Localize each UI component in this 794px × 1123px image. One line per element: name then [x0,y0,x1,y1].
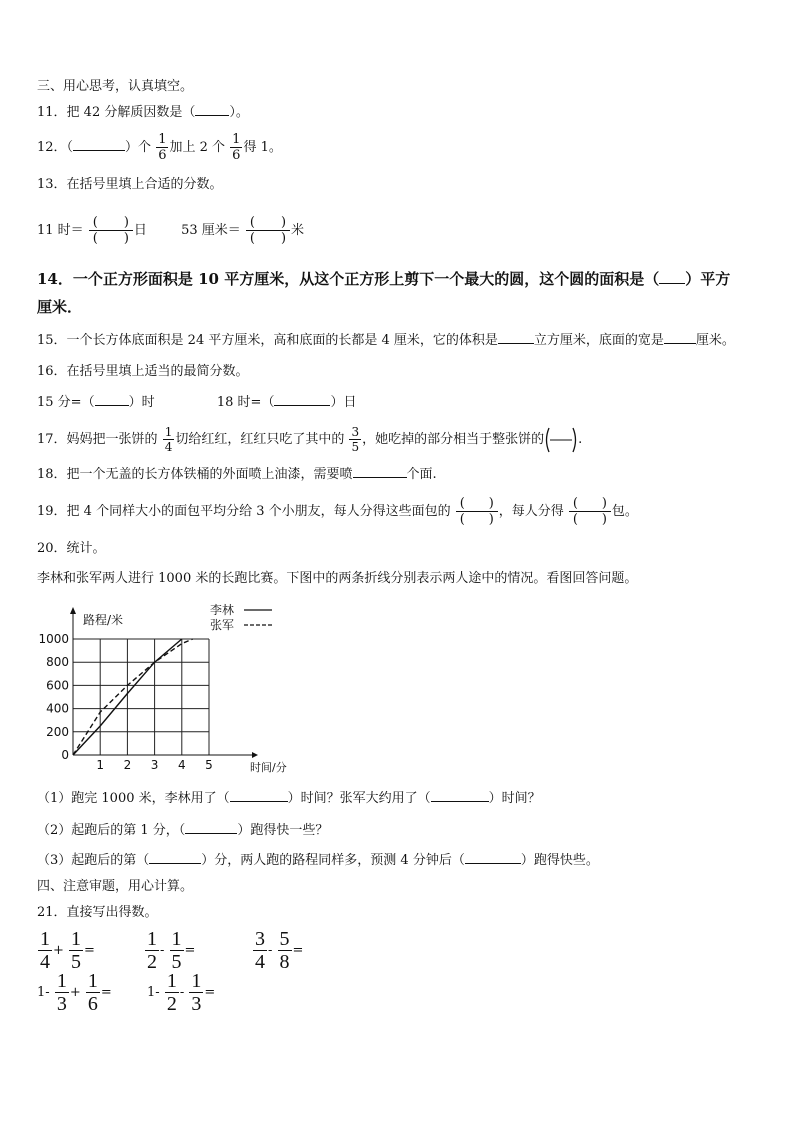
answer-blank[interactable] [274,405,330,406]
question-18: 18．把一个无盖的长方体铁桶的外面喷上油漆，需要喷 个面. [37,467,437,482]
expression-3: $\frac{3}{4}$ - $\frac{5}{8}$ = [255,928,304,973]
answer-blank[interactable] [230,801,288,802]
x-tick-label: 5 [205,758,213,772]
question-20-sub-1: （1）跑完 1000 米，李林用了（ ）时间？张军大约用了（ ）时间？ [37,791,541,806]
answer-blank[interactable] [431,801,489,802]
answer-blank[interactable] [185,833,237,834]
expression-4: 1- $\frac{1}{3}$ + $\frac{1}{6}$ = [37,970,112,1015]
x-tick-label: 2 [123,758,132,772]
x-tick-label: 3 [150,758,159,772]
answer-blank[interactable] [149,863,201,864]
answer-blank[interactable] [195,115,229,116]
legend-label: 张军 [210,618,235,632]
question-16-answers: 15 分=（ ）时 18 时=（ ）日 [37,395,357,410]
line-chart-svg [32,600,292,780]
question-16: 16．在括号里填上适当的最简分数。 [37,364,249,379]
expression-5: 1- $\frac{1}{2}$ - $\frac{1}{3}$ = [147,970,216,1015]
section-4-title: 四、注意审题，用心计算。 [37,879,194,894]
y-axis-arrow-icon [70,607,76,614]
answer-blank[interactable] [73,150,125,151]
question-13-answers: 11 时＝ $\frac{( )}{( )}$ 日 53 厘米＝ $\frac{( )}{( )}$ 米 [37,215,304,246]
question-20-sub-3: （3）起跑后的第（ ）分，两人跑的路程同样多，预测 4 分钟后（ ）跑得快些。 [37,853,599,868]
y-axis-label: 路程/米 [83,613,124,627]
question-19: 19．把 4 个同样大小的面包平均分给 3 个小朋友，每人分得这些面包的 $\frac{( )}{( )}$ ，每人分得 $\frac{( )}{( )}$ 包。 [37,496,638,527]
x-axis-arrow-icon [252,752,258,758]
fraction: $\frac{1}{6}$ [232,132,241,163]
answer-blank[interactable] [498,343,534,344]
question-13: 13．在括号里填上合适的分数。 [37,177,223,192]
y-tick-label: 800 [46,655,69,670]
expression-2: $\frac{1}{2}$ - $\frac{1}{5}$ = [147,928,196,973]
question-21-title: 21．直接写出得数。 [37,905,158,920]
fraction-answer-box[interactable]: $\frac{( )}{( )}$ [456,497,498,526]
fraction-answer-box[interactable]: $\frac{( )}{( )}$ [89,216,133,245]
question-20-sub-2: （2）起跑后的第 1 分，（ ）跑得快一些？ [37,823,329,838]
x-tick-label: 4 [177,758,186,772]
answer-blank[interactable] [664,343,696,344]
y-tick-label: 600 [46,678,69,693]
question-14-line-1: 14．一个正方形面积是 10 平方厘米，从这个正方形上剪下一个最大的圆，这个圆的面积是（ ）平方 [37,270,731,288]
question-20-title: 20．统计。 [37,541,106,556]
series-line-2 [73,639,193,755]
question-20-description: 李林和张军两人进行 1000 米的长跑比赛。下图中的两条折线分别表示两人途中的情况。看图回答问题。 [37,571,638,586]
answer-blank[interactable] [659,283,685,284]
fraction: $\frac{1}{6}$ [158,132,167,163]
answer-blank[interactable] [465,863,521,864]
line-chart [32,600,292,784]
answer-blank[interactable] [353,477,407,478]
question-17: 17．妈妈把一张饼的 $\frac{1}{4}$ 切给红红，红红只吃了其中的 $\frac{3}{5}$ ，她吃掉的部分相当于整张饼的 . [37,425,583,454]
fraction: $\frac{3}{5}$ [351,425,360,454]
fraction-answer-box[interactable]: $\frac{( )}{( )}$ [569,497,611,526]
question-14-line-2: 厘米． [37,298,83,316]
expression-1: $\frac{1}{4}$ + $\frac{1}{5}$ = [40,928,95,973]
answer-fraction-box[interactable] [544,427,578,453]
y-tick-label: 200 [46,724,69,739]
question-11: 11．把 42 分解质因数是（ ）。 [37,105,249,120]
answer-blank[interactable] [95,405,129,406]
y-tick-label: 1000 [38,632,69,646]
y-tick-label: 400 [46,701,69,716]
x-tick-label: 1 [96,758,105,772]
y-tick-label: 0 [61,748,69,762]
section-3-title: 三、用心思考，认真填空。 [37,79,194,94]
x-axis-label: 时间/分 [250,761,287,774]
fraction-answer-box[interactable]: $\frac{( )}{( )}$ [246,216,290,245]
question-12: 12．（ ）个 $\frac{1}{6}$ 加上 2 个 $\frac{1}{6}$ 得 1。 [37,132,282,163]
bracket-icon [544,427,578,453]
legend-label: 李林 [210,603,235,617]
fraction: $\frac{1}{4}$ [164,425,173,454]
question-15: 15．一个长方体底面积是 24 平方厘米，高和底面的长都是 4 厘米，它的体积是 立方厘米，底面的宽是 厘米。 [37,333,735,348]
